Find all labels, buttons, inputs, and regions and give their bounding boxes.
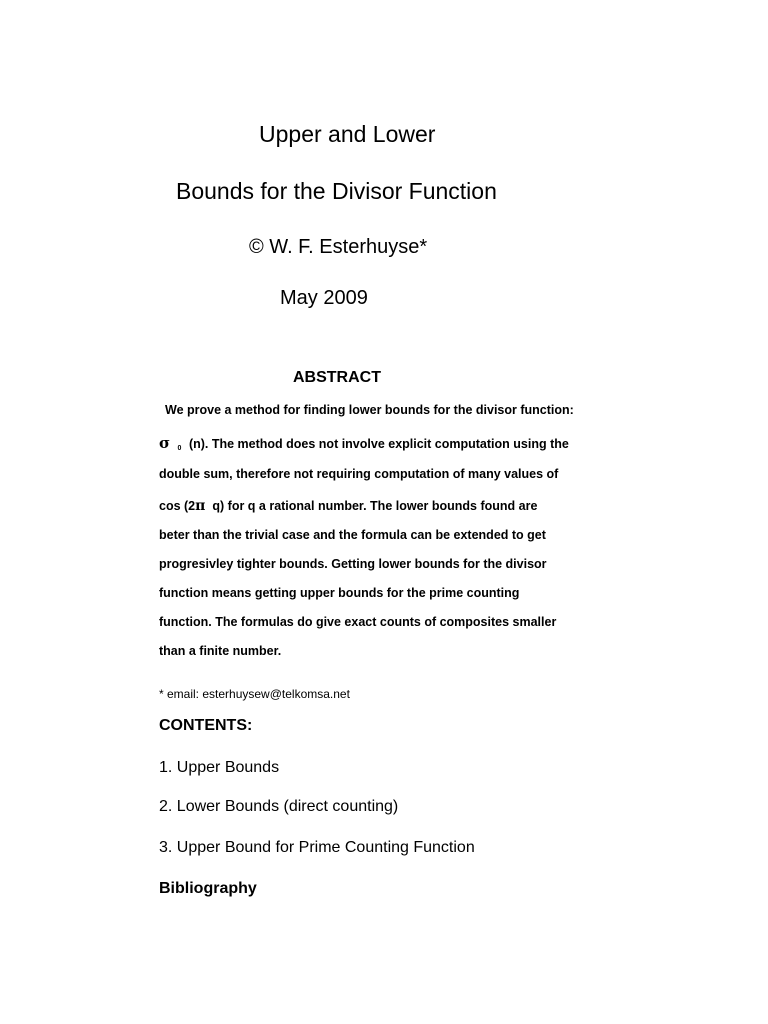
abstract-line-7: function means getting upper bounds for the prime counting [159,586,520,600]
footnote-email: * email: esterhuysew@telkomsa.net [159,687,350,701]
abstract-line-8: function. The formulas do give exact counts of composites smaller [159,615,557,629]
date-line: May 2009 [280,287,368,309]
abstract-line-5: beter than the trivial case and the formula can be extended to get [159,528,546,542]
abstract-line-1: We prove a method for finding lower bounds for the divisor function: [165,403,574,417]
abstract-line-2 [159,434,569,452]
abstract-line-4-post: q) for q a rational number. The lower bounds found are [212,499,538,513]
toc-item-upper-bounds: 1. Upper Bounds [159,759,280,776]
abstract-line-4 [159,498,537,514]
title-line-1: Upper and Lower [259,121,436,147]
abstract-line-4-pre: cos (2 [159,499,196,513]
abstract-heading: ABSTRACT [293,369,381,386]
toc-item-prime-counting: 3. Upper Bound for Prime Counting Function [159,839,475,856]
sigma-subscript: 0 [177,445,182,452]
abstract-line-3: double sum, therefore not requiring computation of many values of [159,467,559,481]
sigma-symbol: σ [159,434,171,452]
toc-item-bibliography: Bibliography [159,880,257,897]
abstract-line-2-text: (n). The method does not involve explicit computation using the [188,437,569,451]
author-line: © W. F. Esterhuyse* [249,236,428,258]
toc-item-lower-bounds: 2. Lower Bounds (direct counting) [159,798,399,815]
contents-heading: CONTENTS: [159,717,253,734]
abstract-line-6: progresivley tighter bounds. Getting lower bounds for the divisor [159,557,547,571]
title-line-2: Bounds for the Divisor Function [176,178,497,204]
pi-symbol: π [195,498,206,514]
abstract-line-9: than a finite number. [159,644,282,658]
